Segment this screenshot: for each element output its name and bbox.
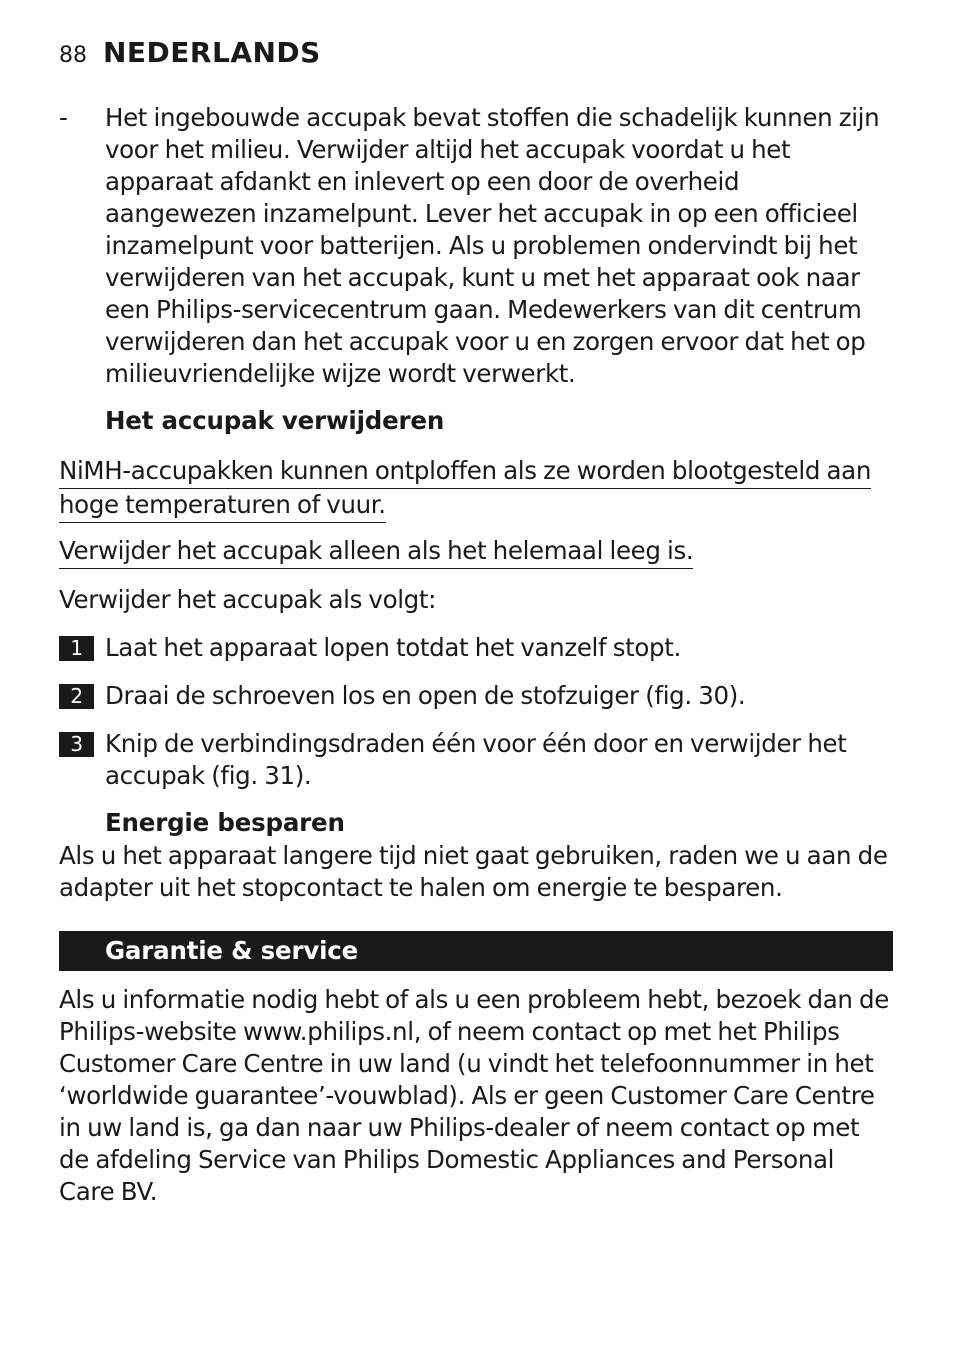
- page-number: 88: [59, 43, 87, 68]
- energy-text: Als u het apparaat langere tijd niet gaat gebruiken, raden we u aan de adapter uit het stopcontact te halen om energie te besparen.: [59, 841, 888, 902]
- step-number-badge: 2: [59, 684, 94, 709]
- page-header: [59, 36, 321, 69]
- guarantee-text: [59, 984, 894, 1208]
- disposal-note: [59, 102, 894, 390]
- energy-heading: Energie besparen: [105, 808, 345, 837]
- step-3: [59, 728, 894, 792]
- step-1: [59, 632, 894, 664]
- step-2: [59, 680, 894, 712]
- warning-line-1: NiMH-accupakken kunnen ontploffen als ze worden blootgesteld aan: [59, 455, 871, 489]
- disposal-note-text: Het ingebouwde accupak bevat stoffen die schadelijk kunnen zijn voor het milieu. Verwijder altijd het accupak voordat u het apparaat afdankt en inlevert op een door de overheid aangewezen inzamelpunt. Lever het accupak in op een officieel inzamelpunt voor batterijen. Als u problemen ondervindt bij het verwijderen van het accupak, kunt u met het apparaat ook naar een Philips-servicecentrum gaan. Medewerkers van dit centrum verwijderen dan het accupak voor u en zorgen ervoor dat het op milieuvriendelijke wijze wordt verwerkt.: [105, 103, 880, 388]
- step-text: Knip de verbindingsdraden één voor één door en verwijder het accupak (fig. 31).: [105, 729, 847, 790]
- guarantee-text-end: , of neem contact op met het Philips Customer Care Centre in uw land (u vindt het telefoonnummer in het ‘worldwide guarantee’-vouwblad). Als er geen Customer Care Centre in uw land is, ga dan naar uw Philips-dealer of neem contact op met de afdeling Service van Philips Domestic Appliances and Personal Care BV.: [59, 1017, 875, 1206]
- explosion-warning: [59, 455, 871, 523]
- section-title: Garantie & service: [105, 936, 359, 965]
- step-text: Laat het apparaat lopen totdat het vanzelf stopt.: [105, 633, 681, 662]
- empty-battery-warning: [59, 535, 693, 569]
- guarantee-text-start: Als u informatie nodig hebt of als u een probleem hebt, bezoek dan de Philips-website: [59, 985, 889, 1046]
- section-header-bar: [59, 931, 893, 971]
- step-number-badge: 1: [59, 636, 94, 661]
- step-text: Draai de schroeven los en open de stofzuiger (fig. 30).: [105, 681, 746, 710]
- step-number-badge: 3: [59, 732, 94, 757]
- philips-website-link[interactable]: www.philips.nl: [242, 1017, 414, 1046]
- battery-removal-heading: Het accupak verwijderen: [105, 406, 445, 435]
- warning-line-2: hoge temperaturen of vuur.: [59, 489, 386, 523]
- bullet-dash: -: [59, 103, 68, 132]
- language-title: NEDERLANDS: [103, 36, 321, 69]
- removal-intro: Verwijder het accupak als volgt:: [59, 585, 437, 614]
- warning-empty-line: Verwijder het accupak alleen als het helemaal leeg is.: [59, 535, 693, 569]
